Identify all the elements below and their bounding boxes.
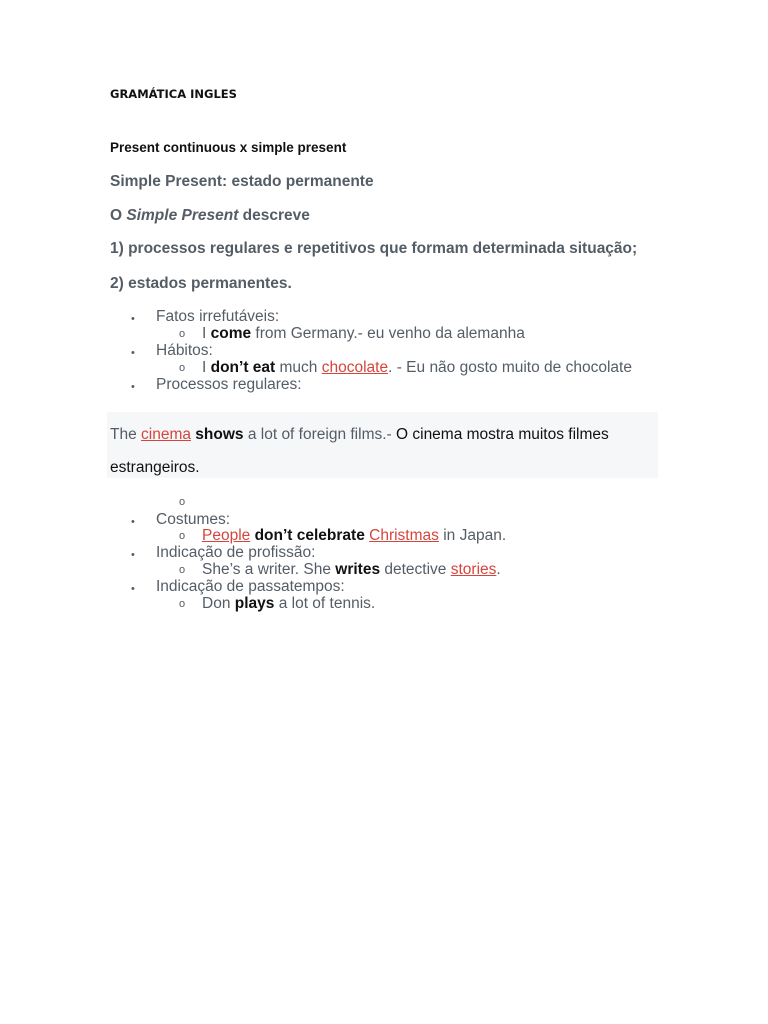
- text-segment: from Germany.- eu venho da alemanha: [251, 325, 525, 342]
- list-item-costumes: Costumes:: [156, 511, 231, 528]
- list-item-habitos: Hábitos:: [156, 342, 213, 359]
- bullet-disc: •: [131, 347, 135, 359]
- bullet-circle: o: [179, 328, 186, 340]
- bold-verb: come: [210, 325, 252, 342]
- bullet-circle: o: [179, 564, 186, 576]
- bullet-disc: •: [131, 313, 135, 325]
- bullet-circle: o: [179, 598, 186, 610]
- describes-italic: Simple Present: [126, 207, 239, 224]
- bold-verb: don’t eat: [210, 359, 276, 376]
- text-segment: Don: [202, 595, 235, 612]
- spellcheck-word-stories[interactable]: stories: [450, 561, 497, 578]
- document-title: GRAMÁTICA INGLES: [110, 87, 237, 101]
- text-segment: . - Eu não gosto muito de chocolate: [388, 359, 632, 376]
- list-item-fatos: Fatos irrefutáveis:: [156, 308, 280, 325]
- section-subtitle: Present continuous x simple present: [110, 140, 347, 155]
- point-two: 2) estados permanentes.: [110, 275, 292, 292]
- text-segment: I: [202, 325, 211, 342]
- spellcheck-word-chocolate[interactable]: chocolate: [321, 359, 389, 376]
- cinema-line: [110, 426, 609, 444]
- spellcheck-word-christmas[interactable]: Christmas: [369, 527, 439, 544]
- bullet-circle: o: [179, 362, 186, 374]
- bold-verb: shows: [195, 426, 244, 443]
- list-item-passatempos: Indicação de passatempos:: [156, 578, 345, 595]
- bold-verb: plays: [234, 595, 275, 612]
- describes-prefix: O: [110, 207, 127, 224]
- list-item-processos: Processos regulares:: [156, 376, 302, 393]
- cinema-line-2: estrangeiros.: [110, 459, 200, 476]
- translation-text: O cinema mostra muitos filmes: [391, 426, 609, 443]
- bullet-disc: •: [131, 381, 135, 393]
- bold-verb: writes: [335, 561, 381, 578]
- text-segment: much: [275, 359, 322, 376]
- text-segment: in Japan.: [438, 527, 507, 544]
- point-one: 1) processos regulares e repetitivos que formam determinada situação;: [110, 240, 638, 257]
- bullet-disc: •: [131, 516, 135, 528]
- bullet-disc: •: [131, 549, 135, 561]
- example-habitos: [202, 359, 632, 377]
- spellcheck-word-people[interactable]: People: [202, 527, 251, 544]
- text-segment: .: [496, 561, 501, 578]
- bold-verb: don’t celebrate: [250, 527, 370, 544]
- text-segment: detective: [380, 561, 451, 578]
- bullet-circle: o: [179, 530, 186, 542]
- describes-suffix: descreve: [238, 207, 310, 224]
- spellcheck-word-cinema[interactable]: cinema: [141, 426, 191, 443]
- text-segment: I: [202, 359, 211, 376]
- heading-simple-present: Simple Present: estado permanente: [110, 173, 374, 190]
- list-item-profissao: Indicação de profissão:: [156, 544, 316, 561]
- text-segment: a lot of foreign films.-: [243, 426, 392, 443]
- example-costumes: [202, 527, 506, 545]
- heading-describes: [110, 207, 310, 225]
- bullet-circle-empty: o: [179, 496, 186, 508]
- text-segment: a lot of tennis.: [274, 595, 376, 612]
- bullet-disc: •: [131, 583, 135, 595]
- example-profissao: [202, 561, 501, 579]
- example-fatos: [202, 325, 525, 343]
- text-segment: She’s a writer. She: [202, 561, 336, 578]
- text-segment: The: [110, 426, 142, 443]
- example-passatempos: [202, 595, 375, 613]
